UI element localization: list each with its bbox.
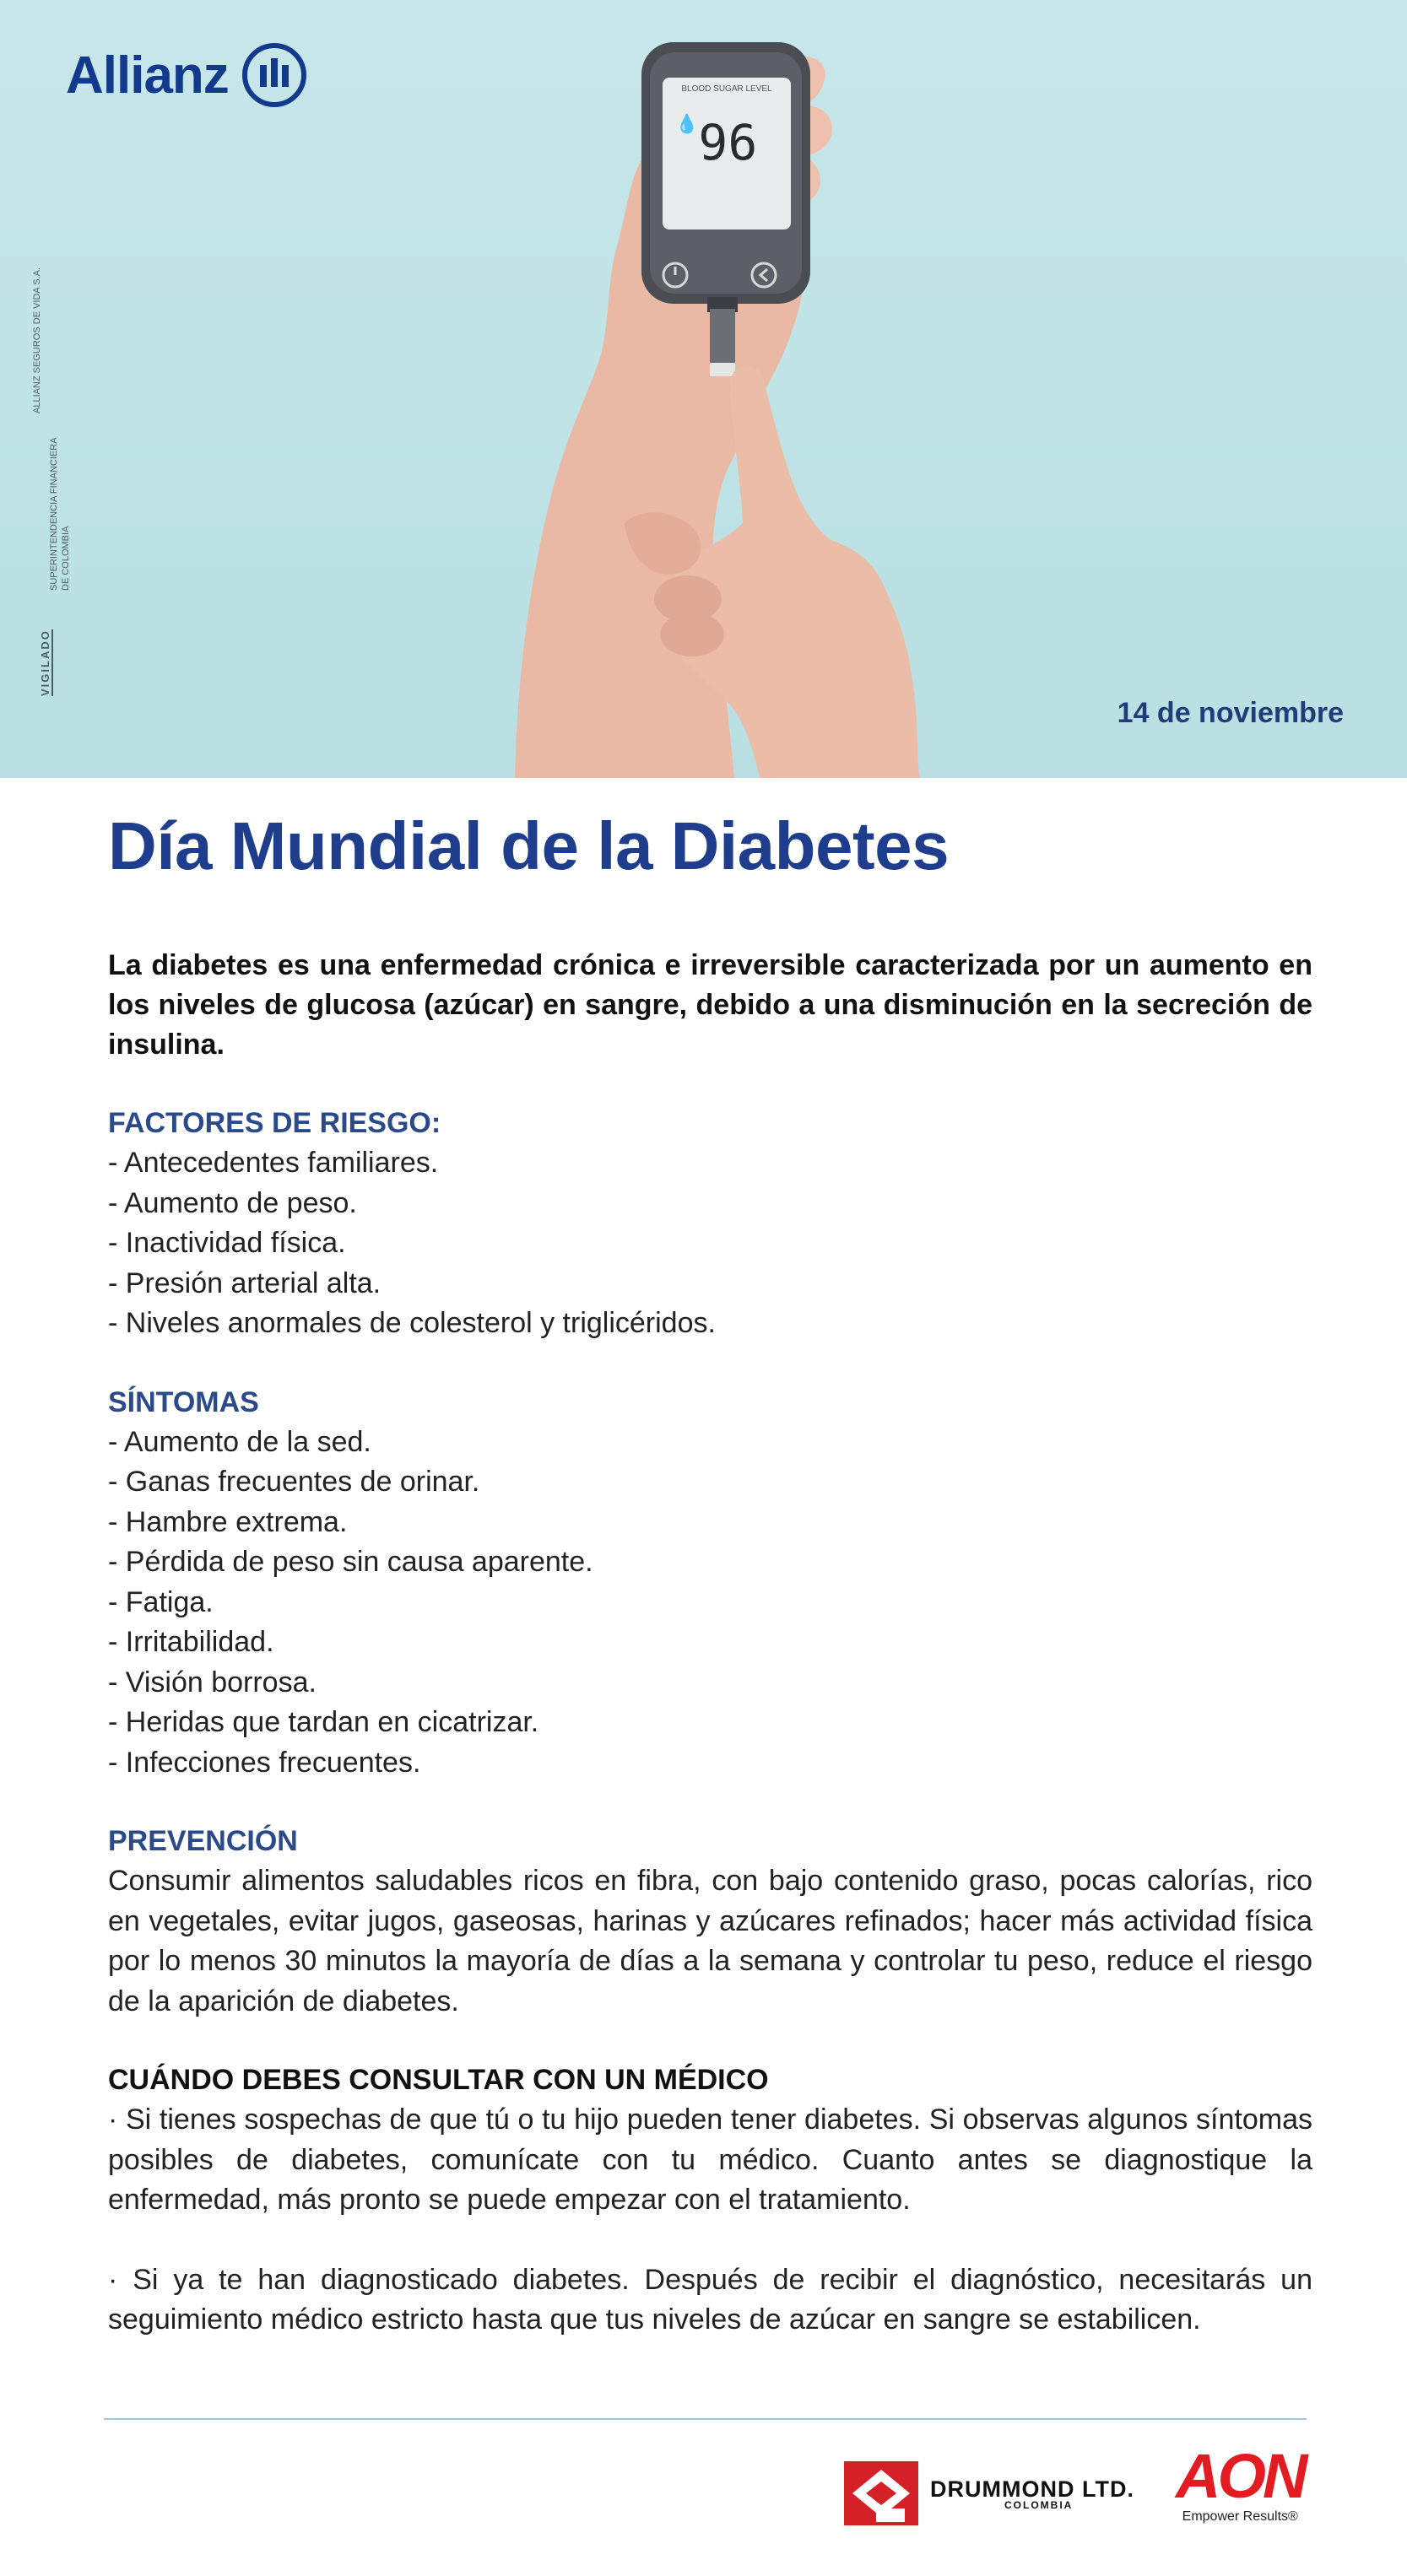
drummond-name: DRUMMOND LTD. bbox=[930, 2476, 1134, 2502]
test-strip-tip bbox=[710, 363, 735, 376]
brand-name: Allianz bbox=[66, 46, 229, 105]
doctor-section bbox=[108, 2060, 1312, 2341]
side-regulator-1: SUPERINTENDENCIA FINANCIERA bbox=[49, 437, 59, 591]
prevention-text: Consumir alimentos saludables ricos en fibra, con bajo contenido graso, pocas calorías, rico en vegetales, evitar jugos, gaseosas, harinas y azúcares refinados; hacer más actividad física por lo menos 30 minutos la mayoría de días a la semana y controlar tu peso, reduce el riesgo de la aparición de diabetes. bbox=[108, 1865, 1312, 2017]
drummond-logo bbox=[842, 2460, 1134, 2527]
list-item: - Antecedentes familiares. bbox=[108, 1147, 439, 1179]
drummond-emblem-icon bbox=[842, 2460, 920, 2527]
risk-factors-section bbox=[108, 1104, 1312, 1344]
allianz-eagle-icon bbox=[241, 41, 308, 109]
hero-banner bbox=[0, 0, 1407, 778]
allianz-logo bbox=[66, 37, 308, 113]
list-item: - Hambre extrema. bbox=[108, 1505, 348, 1538]
footer-divider bbox=[104, 2418, 1307, 2420]
prevention-section bbox=[108, 1822, 1312, 2022]
prevention-heading: PREVENCIÓN bbox=[108, 1825, 298, 1857]
article-body bbox=[108, 806, 1312, 2341]
meter-reading: 💧96 bbox=[675, 114, 758, 171]
aon-tagline: Empower Results® bbox=[1182, 2509, 1298, 2524]
list-item: - Ganas frecuentes de orinar. bbox=[108, 1466, 480, 1498]
list-item: - Inactividad física. bbox=[108, 1227, 346, 1259]
list-item: - Aumento de la sed. bbox=[108, 1425, 371, 1458]
event-date: 14 de noviembre bbox=[1117, 697, 1344, 729]
doctor-paragraph-1: · Si tienes sospechas de que tú o tu hijo pueden tener diabetes. Si observas algunos síntomas posibles de diabetes, comunícate con tu médico. Cuanto antes se diagnostique la enfermedad, más pronto se puede empezar con el tratamiento. bbox=[108, 2103, 1312, 2216]
side-regulator-2: DE COLOMBIA bbox=[61, 526, 71, 591]
list-item: - Fatiga. bbox=[108, 1585, 214, 1618]
aon-name: AON bbox=[1176, 2441, 1305, 2511]
symptoms-heading: SÍNTOMAS bbox=[108, 1385, 259, 1418]
list-item: - Pérdida de peso sin causa aparente. bbox=[108, 1546, 593, 1578]
list-item: - Presión arterial alta. bbox=[108, 1266, 382, 1299]
side-company: ALLIANZ SEGUROS DE VIDA S.A. bbox=[32, 267, 42, 413]
aon-logo bbox=[1176, 2441, 1305, 2525]
drop-icon: 💧 bbox=[675, 114, 699, 135]
list-item: - Irritabilidad. bbox=[108, 1626, 274, 1658]
meter-label: BLOOD SUGAR LEVEL bbox=[681, 84, 772, 94]
risk-factors-heading: FACTORES DE RIESGO: bbox=[108, 1107, 441, 1139]
list-item: - Infecciones frecuentes. bbox=[108, 1746, 421, 1779]
doctor-heading: CUÁNDO DEBES CONSULTAR CON UN MÉDICO bbox=[108, 2064, 769, 2096]
intro-paragraph: La diabetes es una enfermedad crónica e irreversible caracterizada por un aumento en los niveles de glucosa (azúcar) en sangre, debido a una disminución en la secreción de insulina. bbox=[108, 949, 1312, 1061]
side-vigilado: VIGILADO bbox=[39, 629, 51, 696]
doctor-paragraph-2: · Si ya te han diagnosticado diabetes. Después de recibir el diagnóstico, necesitarás un seguimiento médico estricto hasta que tus niveles de azúcar en sangre se estabilicen. bbox=[108, 2263, 1312, 2336]
list-item: - Aumento de peso. bbox=[108, 1186, 357, 1219]
symptoms-section bbox=[108, 1383, 1312, 1784]
drummond-country: COLOMBIA bbox=[1004, 2498, 1074, 2511]
page-title: Día Mundial de la Diabetes bbox=[108, 808, 950, 883]
finger-curl-2 bbox=[660, 613, 724, 656]
list-item: - Heridas que tardan en cicatrizar. bbox=[108, 1706, 539, 1738]
list-item: - Niveles anormales de colesterol y triglicéridos. bbox=[108, 1307, 716, 1339]
list-item: - Visión borrosa. bbox=[108, 1666, 317, 1698]
